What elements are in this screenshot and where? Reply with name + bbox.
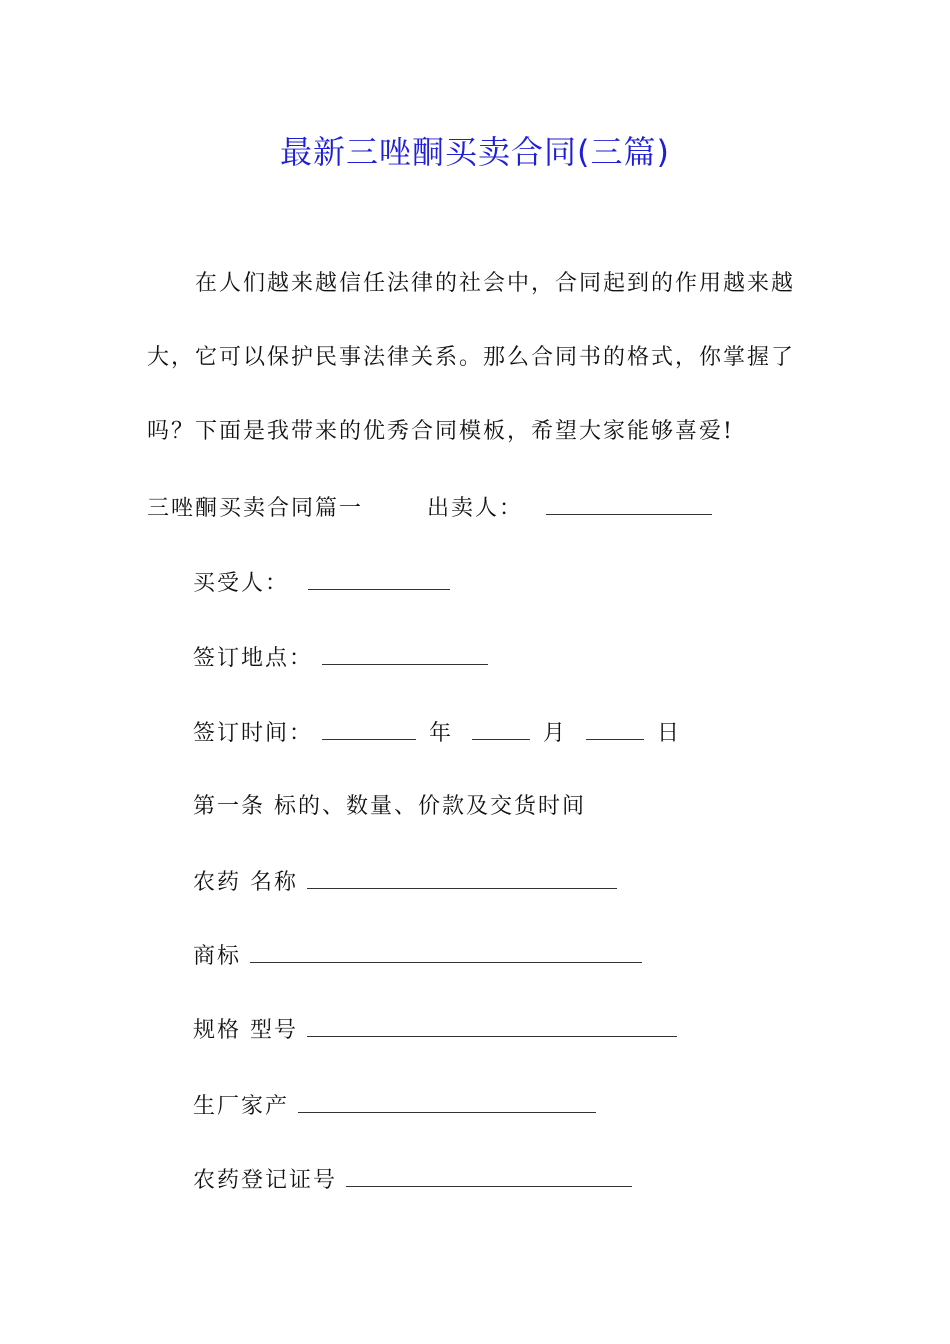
year-label: 年 (429, 721, 454, 746)
pesticide-name-blank (307, 864, 617, 889)
sign-time-row (193, 715, 681, 752)
spec-model-blank (307, 1012, 677, 1037)
trademark-blank (250, 938, 642, 963)
sign-place-blank (322, 640, 488, 665)
spec-model-label: 规格 型号 (193, 1018, 298, 1043)
registration-row (193, 1162, 636, 1199)
trademark-label: 商标 (193, 944, 242, 969)
registration-no-label: 农药登记证号 (193, 1168, 338, 1193)
intro-line-2: 大，它可以保护民事法律关系。那么合同书的格式，你掌握了 (147, 345, 796, 370)
spec-model-row (193, 1012, 681, 1049)
trademark-row (193, 938, 646, 975)
manufacturer-row (193, 1088, 600, 1125)
buyer-row (193, 565, 454, 602)
intro-line-3: 吗？下面是我带来的优秀合同模板，希望大家能够喜爱! (147, 419, 734, 444)
intro-line-1: 在人们越来越信任法律的社会中，合同起到的作用越来越 (195, 271, 796, 296)
manufacturer-label: 生厂家产 (193, 1094, 290, 1119)
pesticide-name-row (193, 864, 621, 901)
article-1-heading: 第一条 标的、数量、价款及交货时间 (193, 794, 586, 819)
buyer-label: 买受人： (193, 571, 290, 596)
section-heading: 三唑酮买卖合同篇一 (147, 496, 364, 521)
manufacturer-blank (298, 1088, 596, 1113)
month-label: 月 (543, 721, 568, 746)
sign-time-label: 签订时间： (193, 721, 314, 746)
pesticide-name-label: 农药 名称 (193, 870, 298, 895)
sign-place-label: 签订地点： (193, 646, 314, 671)
buyer-blank (308, 565, 450, 590)
document-title: 最新三唑酮买卖合同(三篇) (280, 133, 670, 171)
sign-place-row (193, 640, 492, 677)
year-blank (322, 715, 416, 740)
seller-label: 出卖人： (427, 496, 524, 521)
seller-blank (546, 490, 712, 515)
registration-no-blank (346, 1162, 632, 1187)
day-blank (586, 715, 644, 740)
day-label: 日 (657, 721, 682, 746)
month-blank (472, 715, 530, 740)
section-heading-row (147, 490, 716, 527)
